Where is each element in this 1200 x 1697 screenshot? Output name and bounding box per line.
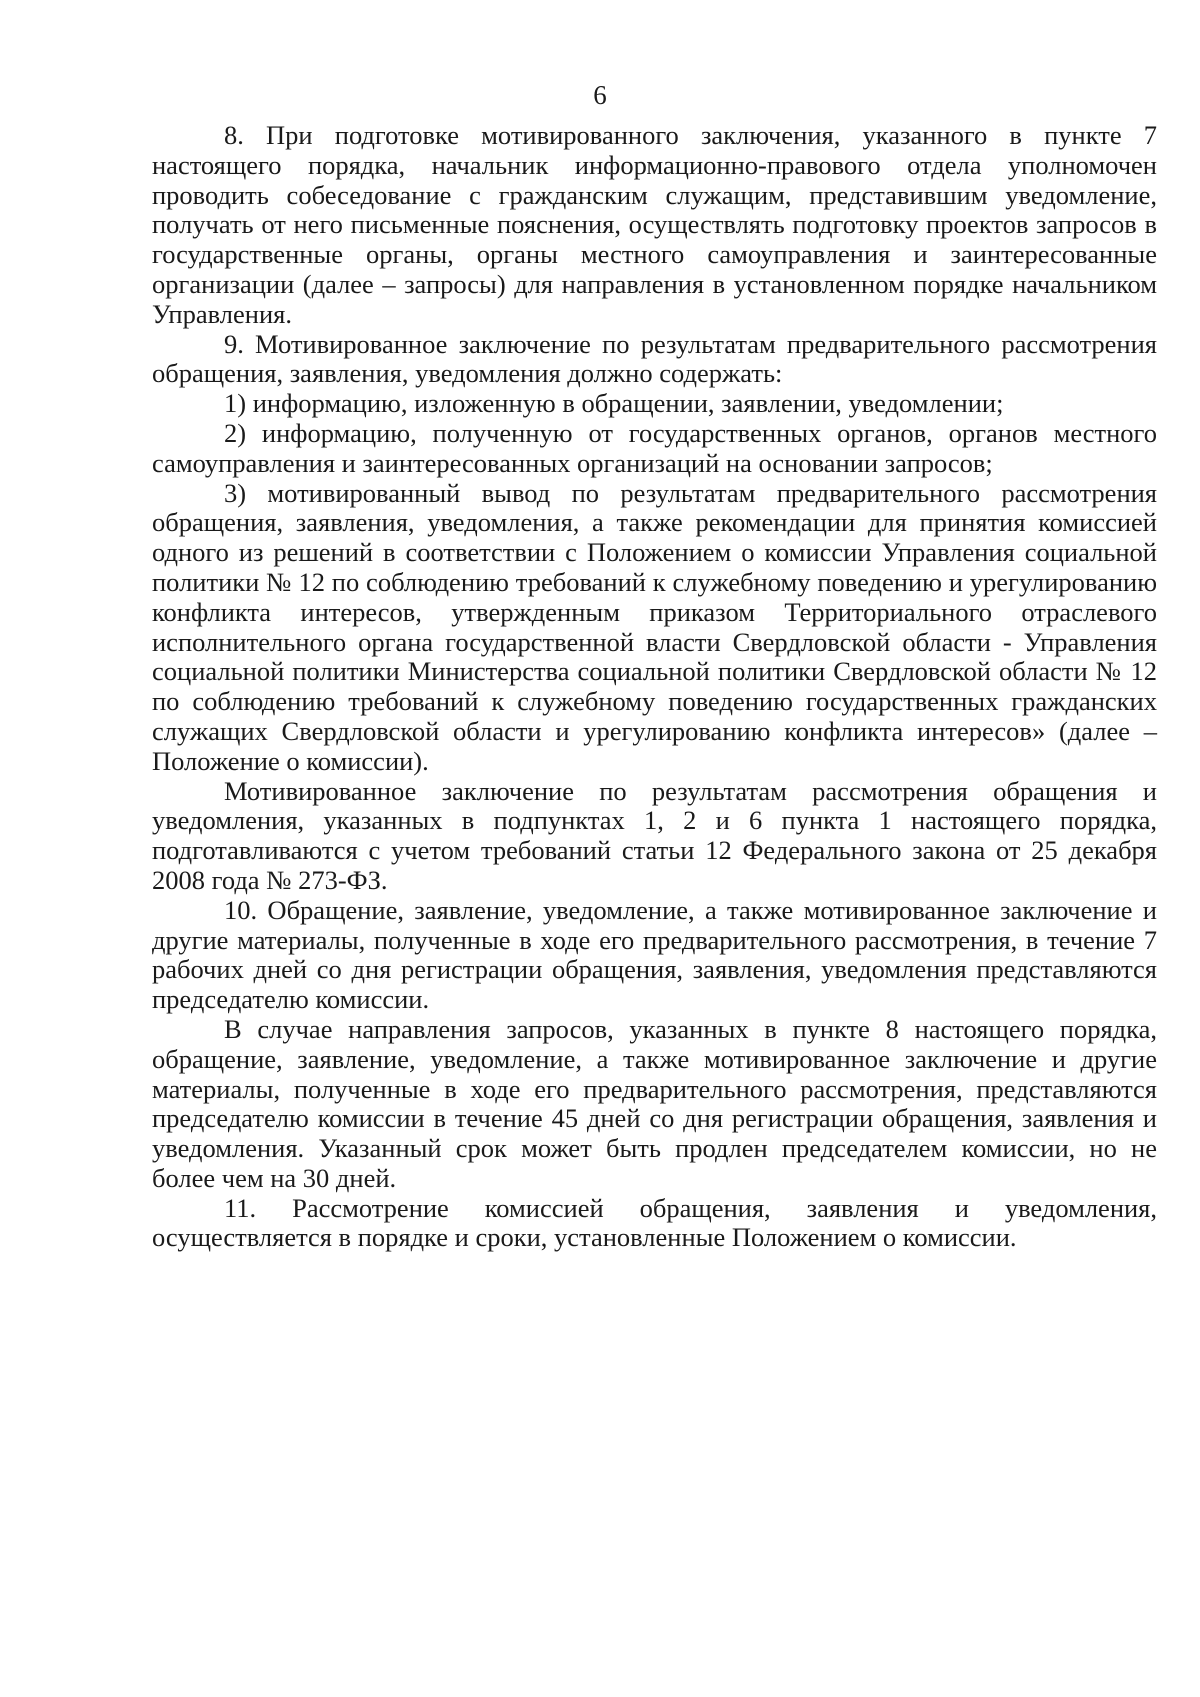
document-body [152, 121, 1157, 1253]
subitem-9-1: 1) информацию, изложенную в обращении, заявлении, уведомлении; [224, 388, 1004, 419]
paragraph-9: 9. Мотивированное заключение по результатам предварительного рассмотрения обращения, заявления, уведомления должно содержать: [152, 328, 1157, 389]
paragraph-8: 8. При подготовке мотивированного заключения, указанного в пункте 7 настоящего порядка, начальник информационно-правового отдела уполномочен проводить собеседование с гражданским служащим, представившим уведомление, получать от него письменные пояснения, осуществлять подготовку проектов запросов в государственные органы, органы местного самоуправления и заинтересованные организации (далее – запросы) для направления в установленном порядке начальником Управления. [152, 120, 1157, 329]
paragraph-9-note: Мотивированное заключение по результатам рассмотрения обращения и уведомления, указанных в подпунктах 1, 2 и 6 пункта 1 настоящего порядка, подготавливаются с учетом требований статьи 12 Федерального закона от 25 декабря 2008 года № 273-ФЗ. [152, 775, 1157, 895]
subitem-9-2: 2) информацию, полученную от государственных органов, органов местного самоуправления и заинтересованных организаций на основании запросов; [152, 417, 1157, 478]
paragraph-10-note: В случае направления запросов, указанных в пункте 8 настоящего порядка, обращение, заявление, уведомление, а также мотивированное заключение и другие материалы, полученные в ходе его предварительного рассмотрения, представляются председателю комиссии в течение 45 дней со дня регистрации обращения, заявления и уведомления. Указанный срок может быть продлен председателем комиссии, но не более чем на 30 дней. [152, 1013, 1157, 1193]
page-number: 6 [593, 80, 607, 110]
paragraph-11: 11. Рассмотрение комиссией обращения, заявления и уведомления, осуществляется в порядке и сроки, установленные Положением о комиссии. [152, 1192, 1157, 1253]
subitem-9-3: 3) мотивированный вывод по результатам предварительного рассмотрения обращения, заявления, уведомления, а также рекомендации для принятия комиссией одного из решений в соответствии с Положением о комиссии Управления социальной политики № 12 по соблюдению требований к служебному поведению и урегулированию конфликта интересов, утвержденным приказом Территориального отраслевого исполнительного органа государственной власти Свердловской области - Управления социальной политики Министерства социальной политики Свердловской области № 12 по соблюдению требований к служебному поведению государственных гражданских служащих Свердловской области и урегулированию конфликта интересов» (далее – Положение о комиссии). [152, 477, 1157, 776]
paragraph-10: 10. Обращение, заявление, уведомление, а также мотивированное заключение и другие материалы, полученные в ходе его предварительного рассмотрения, в течение 7 рабочих дней со дня регистрации обращения, заявления, уведомления представляются председателю комиссии. [152, 894, 1157, 1015]
